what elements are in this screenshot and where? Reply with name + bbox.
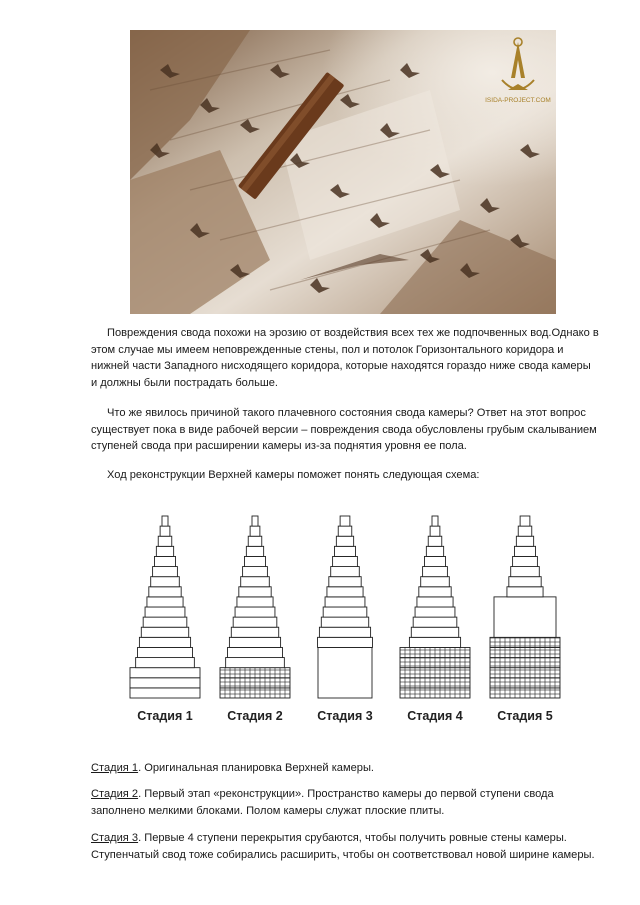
vault-step <box>243 567 268 577</box>
stage-1-term: Стадия 1 <box>91 762 139 774</box>
vault-step <box>235 607 275 617</box>
vault-step <box>325 597 365 607</box>
stage-3-term: Стадия 3 <box>91 832 139 844</box>
vault-step <box>318 637 373 647</box>
vault-step <box>421 577 450 587</box>
vault-step <box>513 556 538 566</box>
stage-label: Стадия 1 <box>137 709 193 723</box>
vault-step <box>331 567 360 577</box>
vault-bottom-row <box>220 678 290 688</box>
vault-step <box>136 658 195 668</box>
vault-bottom-row <box>490 668 560 678</box>
vault-step <box>428 536 442 546</box>
chamber-cut-zone <box>494 597 556 637</box>
vault-step <box>336 536 353 546</box>
vault-step <box>141 627 188 637</box>
vault-step <box>233 617 277 627</box>
vault-bottom-row <box>400 647 470 657</box>
vault-bottom-row <box>490 688 560 698</box>
paragraph-cause: Что же явилось причиной такого плачевного состояния свода камеры? Ответ на этот вопрос существует пока в виде рабочей версии – повреждения свода обусловлены грубым скалыванием ступеней свода при расширении камеры из-за поднятия уровня ее пола. <box>91 407 597 453</box>
vault-bottom-row <box>490 637 560 647</box>
vault-step <box>329 577 361 587</box>
vault-step <box>514 546 535 556</box>
vault-step <box>426 546 443 556</box>
stage-label: Стадия 5 <box>497 709 553 723</box>
vault-step <box>239 587 271 597</box>
vault-step <box>138 647 193 657</box>
stage-label: Стадия 2 <box>227 709 283 723</box>
vault-step <box>250 526 260 536</box>
vault-step <box>151 577 180 587</box>
vault-step <box>424 556 445 566</box>
vault-step <box>340 516 350 526</box>
vault-step <box>423 567 448 577</box>
vault-step <box>338 526 352 536</box>
vault-step <box>145 607 185 617</box>
vault-bottom-row <box>490 678 560 688</box>
vault-step <box>323 607 367 617</box>
vault-step <box>516 536 533 546</box>
vault-step <box>160 526 170 536</box>
vault-step <box>430 526 440 536</box>
vault-step <box>154 556 175 566</box>
vault-step <box>229 637 280 647</box>
stage-label: Стадия 3 <box>317 709 373 723</box>
stage-1-description: Стадия 1. Оригинальная планировка Верхней камеры. <box>91 762 374 774</box>
vault-step <box>507 587 543 597</box>
paragraph-erosion: Повреждения свода похожи на эрозию от воздействия всех тех же подпочвенных вод.Однако в этом случае мы имеем неповрежденные стены, пол и потолок Горизонтального коридора и нижней части Западного нисходящего коридора, которые находятся гораздо ниже свода камеры и должны были пострадать больше. <box>91 327 599 389</box>
stage-2-description: Стадия 2. Первый этап «реконструкции». Пространство камеры до первой ступени свода заполнено мелкими блоками. Полом камеры служат плоские плиты. <box>91 788 554 817</box>
vault-step <box>248 536 262 546</box>
vault-step <box>244 556 265 566</box>
vault-step <box>252 516 258 526</box>
vault-step <box>228 647 283 657</box>
vault-step <box>411 627 458 637</box>
vault-step <box>143 617 187 627</box>
vault-step <box>147 597 183 607</box>
vault-step <box>321 617 368 627</box>
chamber-cut-zone <box>318 647 372 698</box>
vault-step <box>237 597 273 607</box>
stage-3-description: Стадия 3. Первые 4 ступени перекрытия срубаются, чтобы получить ровные стены камеры. Ступенчатый свод тоже собирались расширить, чтобы он соответствовал новой ширине камеры. <box>91 832 595 861</box>
vault-bottom-row <box>130 668 200 678</box>
vault-bottom-row <box>130 678 200 688</box>
vault-step <box>432 516 438 526</box>
vault-step <box>327 587 363 597</box>
vault-bottom-row <box>400 658 470 668</box>
reconstruction-diagram <box>120 510 570 730</box>
vault-bottom-row <box>400 688 470 698</box>
vault-damage-photo <box>130 30 556 314</box>
vault-step <box>162 516 168 526</box>
vault-step <box>246 546 263 556</box>
vault-step <box>153 567 178 577</box>
vault-bottom-row <box>490 647 560 657</box>
vault-step <box>149 587 181 597</box>
vault-bottom-row <box>130 688 200 698</box>
watermark-text: ISIDA-PROJECT.COM <box>485 97 551 104</box>
vault-step <box>333 556 358 566</box>
vault-step <box>139 637 190 647</box>
vault-step <box>226 658 285 668</box>
vault-bottom-row <box>400 668 470 678</box>
vault-step <box>413 617 457 627</box>
vault-step <box>156 546 173 556</box>
vault-bottom-row <box>220 688 290 698</box>
vault-step <box>511 567 540 577</box>
vault-step <box>319 627 370 637</box>
vault-step <box>520 516 530 526</box>
vault-step <box>334 546 355 556</box>
stage-2-term: Стадия 2 <box>91 788 139 800</box>
vault-step <box>231 627 278 637</box>
vault-step <box>409 637 460 647</box>
paragraph-scheme-intro: Ход реконструкции Верхней камеры поможет понять следующая схема: <box>107 469 480 481</box>
stage-label: Стадия 4 <box>407 709 463 723</box>
vault-bottom-row <box>220 668 290 678</box>
vault-step <box>518 526 532 536</box>
vault-bottom-row <box>400 678 470 688</box>
vault-step <box>417 597 453 607</box>
vault-step <box>509 577 541 587</box>
vault-step <box>419 587 451 597</box>
vault-step <box>415 607 455 617</box>
vault-photo-drawing <box>130 30 556 314</box>
vault-bottom-row <box>490 658 560 668</box>
vault-step <box>158 536 172 546</box>
vault-step <box>241 577 270 587</box>
